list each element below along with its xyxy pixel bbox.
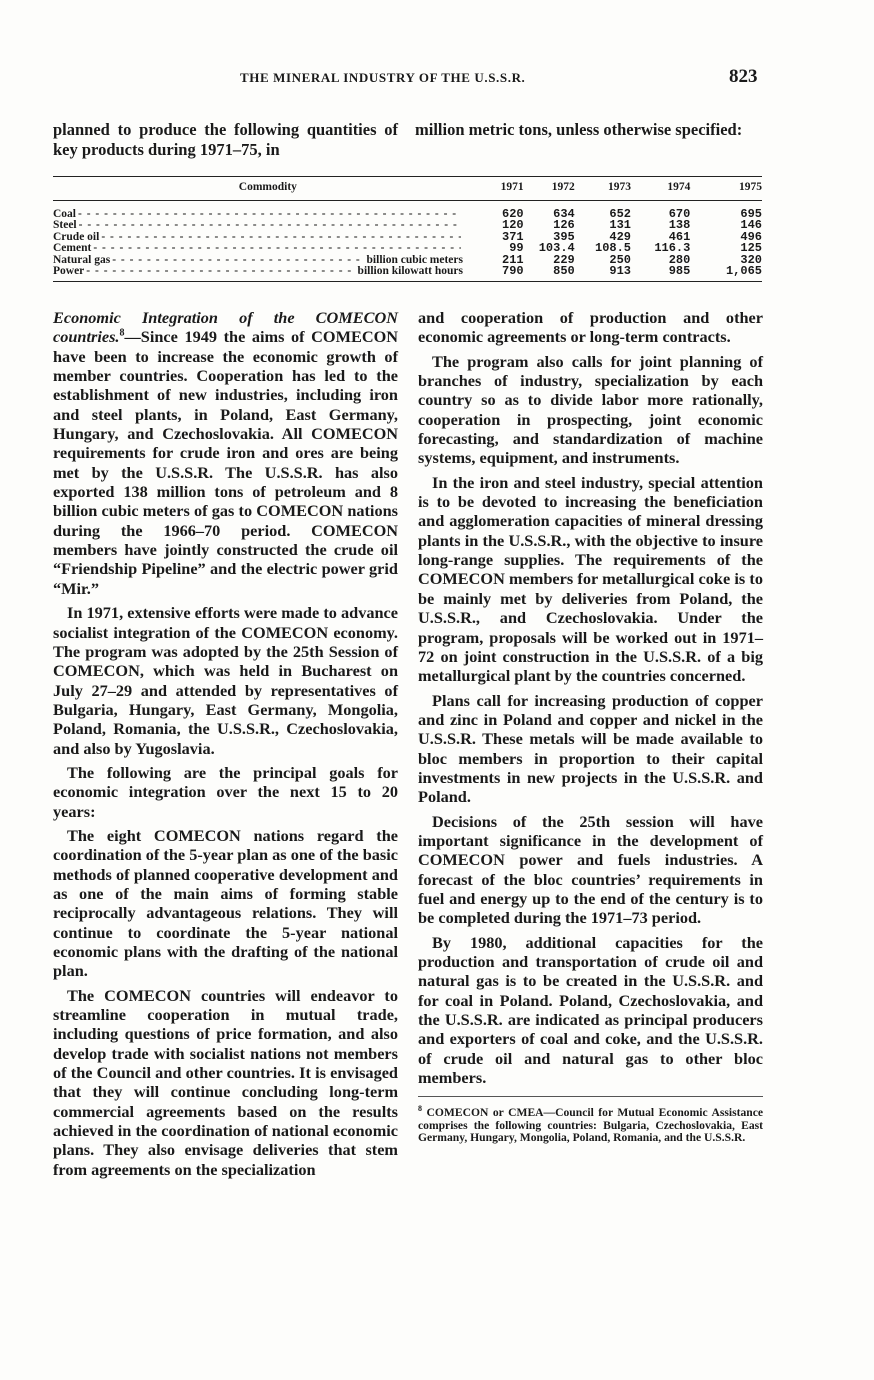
footnote — [418, 1096, 763, 1145]
table-cell: 670 — [668, 206, 691, 221]
table-cell: 120 — [502, 218, 524, 232]
table-row — [53, 200, 762, 220]
table-cell: 229 — [553, 252, 575, 267]
table-cell: 985 — [668, 264, 691, 278]
paragraph: The eight COMECON nations regard the coordination of the 5-year plan as one of the basic methods of planned cooperative development and as one of the main aims of forming stable reciprocally advantageous relations. They will continue to coordinate the 5-year national economic plans with the drafting of the national plan. — [53, 825, 398, 981]
commodity-name: Crude oil — [53, 230, 100, 243]
commodity-unit: billion kilowatt hours — [357, 265, 463, 277]
table-cell: 1,065 — [725, 264, 762, 278]
table-cell: 429 — [609, 229, 632, 244]
running-title: THE MINERAL INDUSTRY OF THE U.S.S.R. — [240, 70, 526, 85]
dot-leader — [86, 266, 355, 278]
page-number: 823 — [729, 66, 758, 87]
paragraph: The COMECON countries will endeavor to streamline cooperation in mutual trade, including questions of price formation, and also develop trade with socialist nations not members of the Council and other countries. It is envisaged that they will continue concluding long-term commercial agreements based on the results achieved in the coordination of national economic plans. They also envisage deliveries that stem from agreements on the specialization — [53, 985, 398, 1179]
table-cell: 695 — [740, 206, 762, 221]
table-cell: 99 — [509, 241, 524, 255]
dot-leader — [112, 255, 364, 267]
table-cell: 790 — [502, 264, 524, 278]
paragraph: Decisions of the 25th session will have important significance in the development of COMECON power and fuels industries. A forecast of the bloc countries’ requirements in fuel and energy up to the end of the century is to be completed during the 1971–73 period. — [418, 811, 763, 928]
footnote-text: COMECON or CMEA—Council for Mutual Economic Assistance comprises the following countries: Bulgaria, Czechoslovakia, East Germany, Hungary, Mongolia, Poland, Romania, and the U.S.S.R. — [418, 1106, 764, 1145]
dot-leader — [79, 220, 461, 232]
paragraph: Plans call for increasing production of copper and zinc in Poland and copper and nickel in the U.S.S.R. These metals will be made available to bloc members in proportion to their capital investments in new projects in the U.S.S.R. and Poland. — [418, 690, 763, 807]
table-cell: 461 — [668, 229, 691, 244]
table-cell: 103.4 — [538, 241, 575, 255]
paragraph: In 1971, extensive efforts were made to advance socialist integration of the COMECON economy. The program was adopted by the 25th Session of COMECON, which was held in Bucharest on July 27–29 and attended by representatives of Bulgaria, Hungary, East Germany, Mongolia, Poland, Romania, the U.S.S.R., Czechoslovakia, and also by Yugoslavia. — [53, 603, 398, 758]
table-cell: 108.5 — [595, 241, 632, 255]
commodity-name: Power — [53, 265, 85, 277]
paragraph: The following are the principal goals for economic integration over the next 15 to 20 years: — [53, 762, 398, 821]
table-row — [53, 220, 762, 232]
commodity-header: Commodity — [238, 181, 297, 193]
commodity-name: Cement — [53, 242, 92, 254]
year-header: 1973 — [608, 181, 632, 193]
commodity-table — [53, 176, 762, 282]
table-cell: 250 — [609, 252, 632, 267]
table-cell: 850 — [553, 264, 575, 278]
commodity-name: Natural gas — [53, 253, 111, 266]
dot-leader — [93, 243, 461, 255]
year-header: 1972 — [551, 181, 575, 193]
table-cell: 146 — [740, 218, 762, 232]
right-column — [418, 308, 763, 1145]
table-row — [53, 266, 762, 281]
year-header: 1975 — [739, 181, 762, 193]
commodity-name: Steel — [53, 219, 77, 231]
table-cell: 125 — [740, 241, 762, 255]
year-header: 1971 — [500, 181, 524, 193]
table-cell: 496 — [740, 229, 762, 244]
dot-leader — [101, 232, 461, 244]
table-cell: 126 — [553, 218, 575, 232]
table-row — [53, 243, 762, 255]
paragraph: In the iron and steel industry, special attention is to be devoted to increasing the beneficiation and agglomeration capacities of mineral dressing plants in the U.S.S.R., with the objective to insure long-range supplies. The requirements of the COMECON members for metallurgical coke is to be mainly met by deliveries from Poland, the U.S.S.R., and Czechoslovakia. Under the program, proposals will be worked out in 1971–72 on joint construction in the U.S.S.R. of a big metallurgical plant by the countries concerned. — [418, 472, 763, 686]
table-cell: 652 — [609, 206, 632, 221]
table-cell: 320 — [740, 252, 762, 267]
year-header: 1974 — [667, 181, 691, 193]
dot-leader — [78, 209, 461, 221]
table-cell: 371 — [502, 229, 524, 244]
intro-text-left: planned to produce the following quantities of key products during 1971–75, in — [53, 120, 398, 159]
paragraph: and cooperation of production and other economic agreements or long-term contracts. — [418, 308, 763, 347]
paragraph: By 1980, additional capacities for the production and transportation of crude oil and natural gas is to be created in the U.S.S.R. and for coal in Poland. Poland, Czechoslovakia, and the U.S.S.R. are indicated as principal producers and exporters of coal and coke, and the U.S.S.R. of crude oil and natural gas to other bloc members. — [418, 932, 763, 1088]
table-cell: 913 — [609, 264, 632, 278]
paragraph — [53, 308, 398, 598]
left-column — [53, 308, 398, 1184]
commodity-unit: billion cubic meters — [366, 253, 463, 266]
footnote-mark: 8 — [418, 1104, 422, 1114]
table-cell: 138 — [668, 218, 691, 232]
paragraph: The program also calls for joint planning of branches of industry, specialization by each country so as to divide labor more rationally, cooperation in prospecting, joint economic forecasting, and standardization of machine systems, equipment, and instruments. — [418, 351, 763, 468]
footnote-reference: 8 — [119, 327, 125, 339]
table-cell: 395 — [553, 229, 575, 244]
section-heading: Economic Integration of the COMECON countries. — [53, 308, 398, 347]
table-cell: 634 — [553, 206, 575, 221]
table-cell: 620 — [502, 206, 524, 221]
table-cell: 280 — [668, 252, 691, 267]
table-cell: 211 — [502, 252, 524, 267]
commodity-name: Coal — [53, 207, 76, 220]
table-cell: 131 — [609, 218, 632, 232]
paragraph-body: —Since 1949 the aims of COMECON have been to increase the economic growth of member countries. Cooperation has led to the establishment of new industries, including iron and steel plants, in Poland, East Germany, Hungary, and Czechoslovakia. All COMECON requirements for crude iron and ores are being met by the U.S.S.R. The U.S.S.R. has also exported 138 million tons of petroleum and 8 billion cubic meters of gas to COMECON nations during the 1966–70 period. COMECON members have jointly constructed the crude oil “Friendship Pipeline” and the electric power grid “Mir.” — [53, 327, 398, 598]
table-cell: 116.3 — [654, 241, 691, 255]
table-header-row — [53, 177, 762, 201]
intro-text-right: million metric tons, unless otherwise specified: — [415, 120, 743, 139]
page-header — [0, 66, 874, 90]
